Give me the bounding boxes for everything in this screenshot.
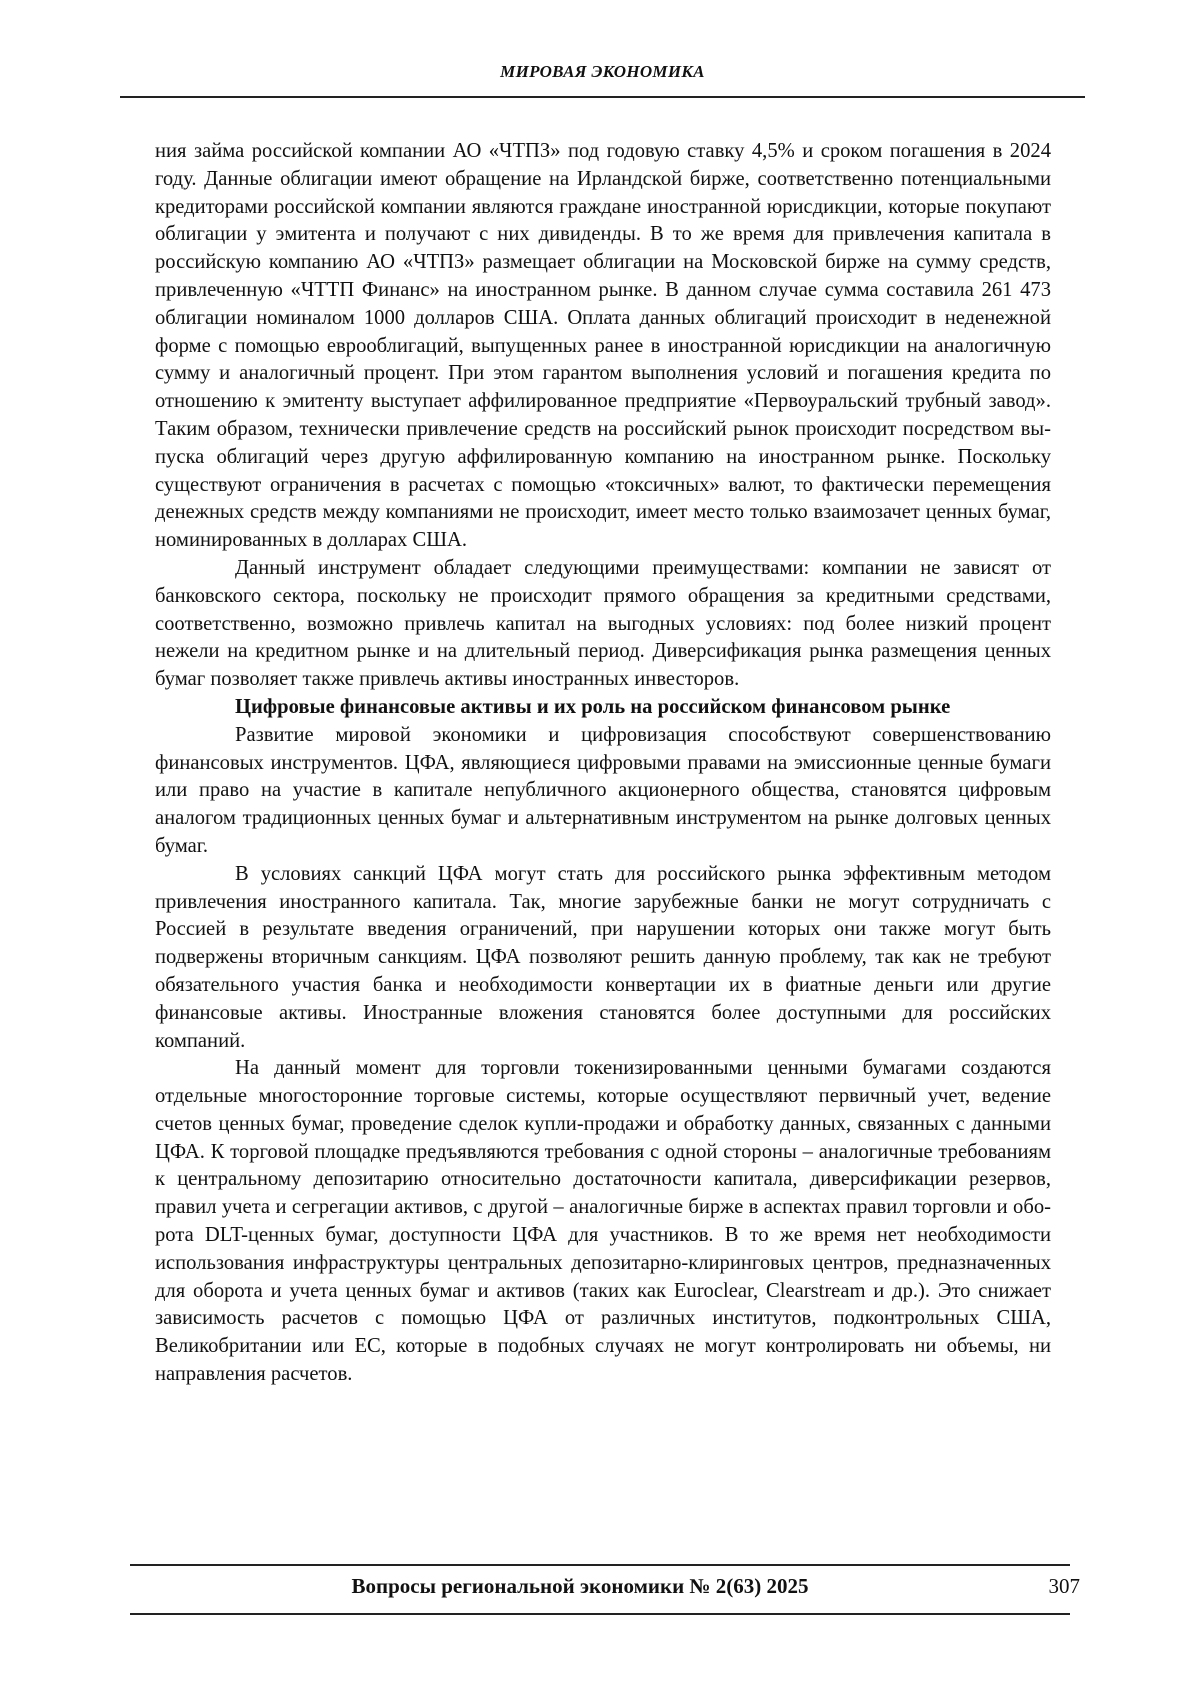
running-header: МИРОВАЯ ЭКОНОМИКА <box>500 62 705 81</box>
page-number: 307 <box>1048 1574 1080 1598</box>
article-body <box>155 138 1051 1389</box>
paragraph: На данный момент для торговли токенизированными ценными бумагами создаются отдельные многосторонние торговые системы, которые осуществляют первичный учет, ведение счетов ценных бумаг, проведение сделок купли-продажи и обработку данных, связанных с данными ЦФА. К торговой площадке предъявляются требования с одной стороны – аналогичные требованиям к центральному депозитарию относительно достаточности капитала, диверсификации резервов, правил учета и сегрегации активов, с другой – аналогичные бирже в аспектах правил торговли и оборота DLT-ценных бумаг, доступности ЦФА для участников. В то же время нет необходимости использования инфраструктуры центральных депозитарно-клиринговых центров, предназначенных для оборота и учета ценных бумаг и активов (таких как Euroclear, Clearstream и др.). Это снижает зависимость расчетов с помощью ЦФА от различных институтов, подконтрольных США, Великобритании или ЕС, которые в подобных случаях не могут контролировать ни объемы, ни направления расчетов. <box>155 1057 1051 1386</box>
journal-title: Вопросы региональной экономики № 2(63) 2025 <box>351 1574 809 1598</box>
section-heading: Цифровые финансовые активы и их роль на российском финансовом рынке <box>235 695 951 718</box>
paragraph-continued: ния займа российской компании АО «ЧТПЗ» под годовую ставку 4,5% и сроком погашения в 2024 году. Данные облигации имеют обращение на Ирландской бирже, соответственно потенциальными кредиторами российской компании являются граждане иностранной юрисдикции, которые покупают облигации у эмитента и получают с них дивиденды. В то же время для привлечения капитала в российскую компанию АО «ЧТПЗ» размещает облигации на Московской бирже на сумму средств, привлеченную «ЧТТП Финанс» на иностранном рынке. В данном случае сумма составила 261 473 облигации номиналом 1000 долларов США. Оплата данных облигаций происходит в неденежной форме с помощью еврооблигаций, выпущенных ранее в иностранной юрисдикции на аналогичную сумму и аналогичный процент. При этом гарантом выполнения условий и погашения кредита по отношению к эмитенту выступает аффилированное предприятие «Первоуральский трубный завод». Таким образом, технически привлечение средств на российский рынок происходит посредством выпуска облигаций через другую аффилированную компанию на иностранном рынке. Поскольку существуют ограничения в расчетах с помощью «токсичных» валют, то фактически перемещения денежных средств между компаниями не происходит, имеет место только взаимозачет ценных бумаг, номинированных в долларах США. <box>155 140 1051 552</box>
header-divider <box>120 96 1085 98</box>
footer-divider-top <box>130 1564 1070 1566</box>
paragraph: Данный инструмент обладает следующими преимуществами: компании не зависят от банковского сектора, поскольку не происходит прямого обращения за кредитными средствами, соответственно, возможно привлечь капитал на выгодных условиях: под более низкий процент нежели на кредитном рынке и на длительный период. Диверсификация рынка размещения ценных бумаг позволяет также привлечь активы иностранных инвесторов. <box>155 556 1051 691</box>
paragraph: В условиях санкций ЦФА могут стать для российского рынка эффективным методом привлечения иностранного капитала. Так, многие зарубежные банки не могут сотрудничать с Россией в результате введения ограничений, при нарушении которых они также могут быть подвержены вторичным санкциям. ЦФА позволяют решить данную проблему, так как не требуют обязательного участия банка и необходимости конвертации их в фиатные деньги или другие финансовые активы. Иностранные вложения становятся более доступными для российских компаний. <box>155 862 1051 1052</box>
paragraph: Развитие мировой экономики и цифровизация способствуют совершенствованию финансовых инструментов. ЦФА, являющиеся цифровыми правами на эмиссионные ценные бумаги или право на участие в капитале непубличного акционерного общества, становятся цифровым аналогом традиционных ценных бумаг и альтернативным инструментом на рынке долговых ценных бумаг. <box>155 723 1051 857</box>
footer-divider-bottom <box>130 1613 1070 1615</box>
